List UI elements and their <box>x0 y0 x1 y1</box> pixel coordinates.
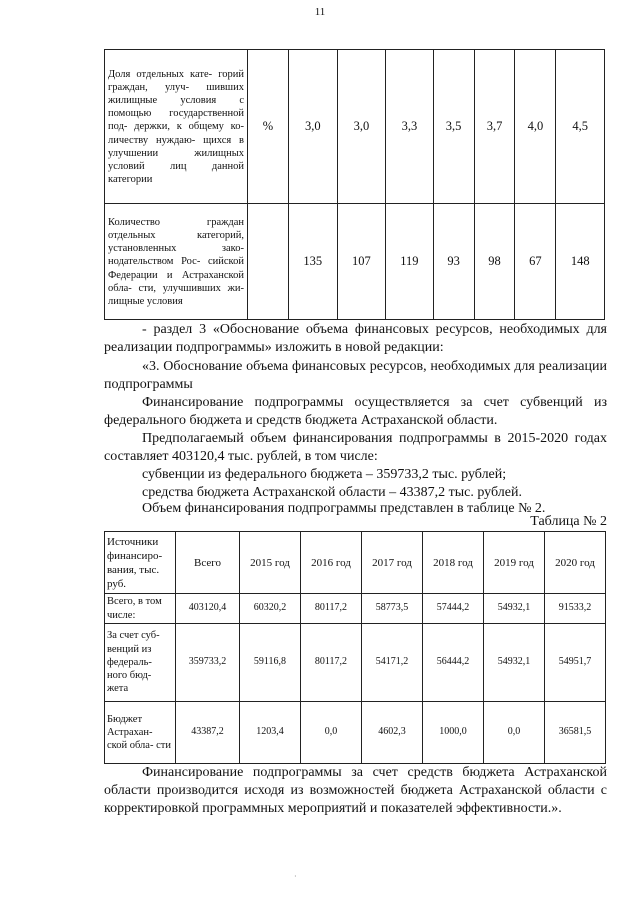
table-cell: 59116,8 <box>240 624 301 702</box>
table-row <box>105 50 605 204</box>
paragraph: Предполагаемый объем финансирования подпрограммы в 2015-2020 годах составляет 403120,4 тыс. рублей, в том числе: <box>104 431 607 464</box>
indicator-unit <box>248 204 289 320</box>
scan-speck: · <box>294 872 297 881</box>
table-cell: 67 <box>515 204 556 320</box>
indicator-unit: % <box>248 50 289 204</box>
column-header: Всего <box>176 532 240 594</box>
table-cell: 3,3 <box>386 50 433 204</box>
table-caption: Таблица № 2 <box>530 514 607 529</box>
table-cell: 107 <box>337 204 386 320</box>
table-cell: 57444,2 <box>423 594 484 624</box>
source-label: За счет суб- венций из федераль- ного бюд- жета <box>105 624 176 702</box>
column-header: 2018 год <box>423 532 484 594</box>
table-cell: 119 <box>386 204 433 320</box>
column-header: 2016 год <box>301 532 362 594</box>
table-cell: 54932,1 <box>484 624 545 702</box>
table-cell: 148 <box>556 204 605 320</box>
table-cell: 3,0 <box>337 50 386 204</box>
table-cell: 135 <box>289 204 338 320</box>
table-cell: 403120,4 <box>176 594 240 624</box>
table-cell: 359733,2 <box>176 624 240 702</box>
table-cell: 58773,5 <box>362 594 423 624</box>
table-cell: 80117,2 <box>301 594 362 624</box>
column-header: Источники финансиро- вания, тыс. руб. <box>105 532 176 594</box>
source-label: Бюджет Астрахан- ской обла- сти <box>105 702 176 764</box>
paragraph: Финансирование подпрограммы за счет средств бюджета Астраханской области производится исходя из возможностей бюджета Астраханской области с корректировкой программных мероприятий и показателей эффективности.». <box>104 765 607 816</box>
table-cell: 3,5 <box>433 50 474 204</box>
table-cell: 0,0 <box>301 702 362 764</box>
table-cell: 4,5 <box>556 50 605 204</box>
indicators-table <box>104 49 605 320</box>
indicator-label: Доля отдельных кате- горий граждан, улуч- шивших жилищные условия с помощью государственной под- держки, к общему ко- личеству нуждаю- щихся в улучшении жилищных условий лиц данной категории <box>105 50 248 204</box>
table-cell: 3,7 <box>474 50 515 204</box>
table-cell: 54951,7 <box>545 624 606 702</box>
column-header: 2015 год <box>240 532 301 594</box>
page-number: 11 <box>314 6 326 18</box>
indicator-label: Количество граждан отдельных категорий, установленных зако- нодательством Рос- сийской Федерации и Астраханской обла- сти, улучшивших жи- лищные условия <box>105 204 248 320</box>
table-row <box>105 624 606 702</box>
table-row <box>105 594 606 624</box>
table-cell: 56444,2 <box>423 624 484 702</box>
table-cell: 43387,2 <box>176 702 240 764</box>
table-cell: 60320,2 <box>240 594 301 624</box>
paragraph: - раздел 3 «Обоснование объема финансовых ресурсов, необходимых для реализации подпрограммы» изложить в новой редакции: <box>104 322 607 355</box>
paragraph: субвенции из федерального бюджета – 359733,2 тыс. рублей; <box>142 467 507 482</box>
table-cell: 4602,3 <box>362 702 423 764</box>
table-cell: 4,0 <box>515 50 556 204</box>
table-cell: 98 <box>474 204 515 320</box>
table-cell: 0,0 <box>484 702 545 764</box>
table-cell: 1000,0 <box>423 702 484 764</box>
paragraph: Объем финансирования подпрограммы представлен в таблице № 2. <box>142 501 546 516</box>
table-cell: 54932,1 <box>484 594 545 624</box>
table-cell: 1203,4 <box>240 702 301 764</box>
table-cell: 54171,2 <box>362 624 423 702</box>
paragraph: средства бюджета Астраханской области – 43387,2 тыс. рублей. <box>142 485 522 500</box>
table-cell: 3,0 <box>289 50 338 204</box>
table-cell: 80117,2 <box>301 624 362 702</box>
column-header: 2020 год <box>545 532 606 594</box>
table-row <box>105 702 606 764</box>
financing-table <box>104 531 606 764</box>
table-cell: 36581,5 <box>545 702 606 764</box>
section-heading: «3. Обоснование объема финансовых ресурсов, необходимых для реализации подпрограммы <box>104 359 607 392</box>
column-header: 2019 год <box>484 532 545 594</box>
paragraph: Финансирование подпрограммы осуществляется за счет субвенций из федерального бюджета и средств бюджета Астраханской области. <box>104 395 607 428</box>
table-header-row <box>105 532 606 594</box>
table-cell: 91533,2 <box>545 594 606 624</box>
source-label: Всего, в том числе: <box>105 594 176 624</box>
column-header: 2017 год <box>362 532 423 594</box>
table-cell: 93 <box>433 204 474 320</box>
table-row <box>105 204 605 320</box>
